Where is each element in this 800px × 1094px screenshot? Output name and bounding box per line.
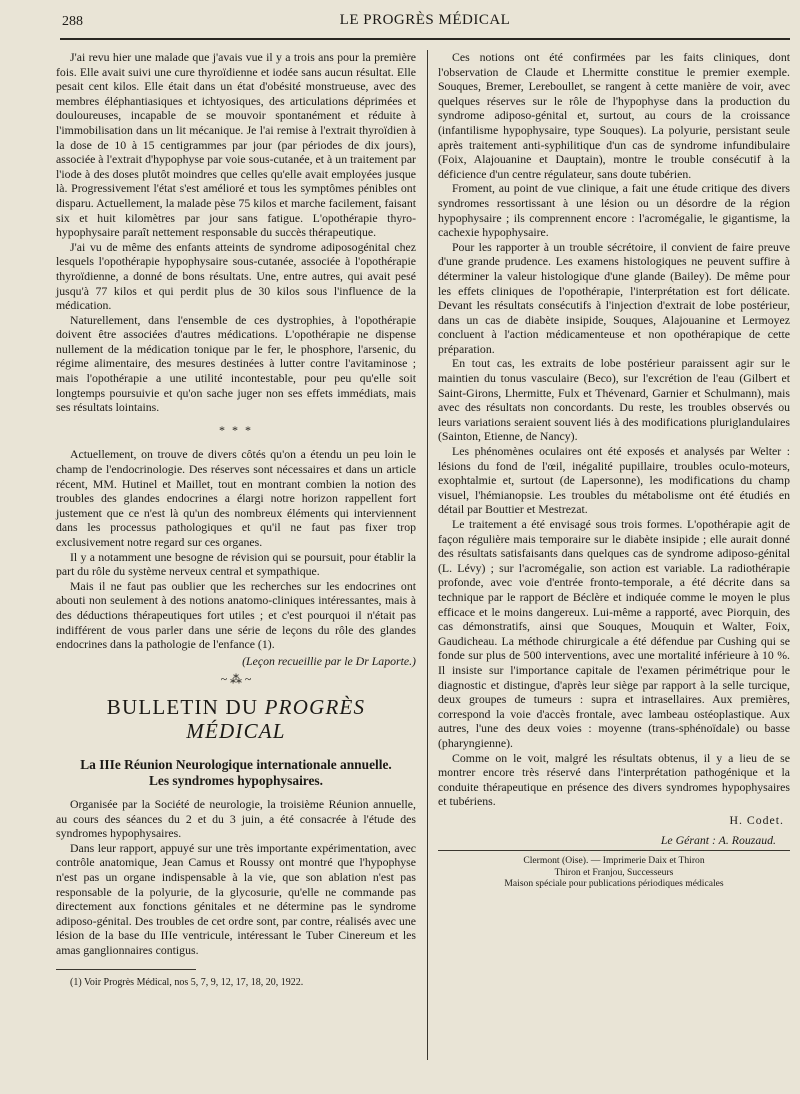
paragraph: Ces notions ont été confirmées par les faits cliniques, dont l'observation de Claude et Lhermitte constitue le premier exemple. Souques, Bremer, Lereboullet, se rangent à cette manière de voir, avec quelques réserves sur le rôle de l'hypophyse dans la production du syndrome adiposo-génital et, surtout, au cours de la croissance (infantilisme hypophysaire, type Souques). La polyurie, persistant seule après traitement anti-syphilitique d'un cas de syndrome infundibulaire (Foix, Alajouanine et Dauptain), montre le trouble consécutif à la déficience d'un centre régulateur, sans doute tubérien. (438, 50, 790, 181)
article-subtitle-line: Les syndromes hypophysaires. (149, 772, 323, 788)
gerant-line: Le Gérant : A. Rouzaud. (660, 833, 776, 848)
paragraph: Les phénomènes oculaires ont été exposés et analysés par Welter : lésions du fond de l'œil, inégalité pupillaire, troubles oculo-moteurs, exophtalmie et, surtout (de Lapersonne), les modifications du champ visuel, l'hémianopsie. Les troubles du métabolisme ont été étudiés en détail par Bouttier et Mestrezat. (438, 444, 790, 517)
imprint-line: Clermont (Oise). — Imprimerie Daix et Thiron (523, 855, 705, 867)
paragraph: J'ai vu de même des enfants atteints de syndrome adiposogénital chez lesquels l'opothérapie hypophysaire sous-cutanée, associée à l'opothérapie thyroïdienne, a donné de bons résultats. Une, entre autres, qui avait pesé jusqu'à 77 kilos et qui perdit plus de 30 kilos sous l'influence de la médication. (56, 239, 416, 313)
bulletin-title (56, 695, 416, 743)
bulletin-title-journal: PROGRÈS MÉDICAL (186, 694, 366, 743)
imprint-rule (438, 850, 790, 851)
paragraph: Actuellement, on trouve de divers côtés qu'on a étendu un peu loin le champ de l'endocrinologie. Des réserves sont nécessaires et dans un article récent, MM. Hutinel et Maillet, tout en montrant combien la notion des troubles des glandes endocrines a élargi notre horizon rappellent fort justement que ce n'est là qu'un des nombreux éléments qui interviennent dans les processus pathologiques et qu'il ne faut pas fixer trop exclusivement notre regard sur ces organes. (56, 447, 416, 549)
header-rule (60, 38, 790, 40)
article-title (56, 757, 416, 789)
author-signature: H. Codet. (729, 812, 784, 827)
footnote-rule (56, 969, 196, 970)
paragraph: Dans leur rapport, appuyé sur une très importante expérimentation, avec contrôle anatomique, Jean Camus et Roussy ont montré que l'hypophyse n'est pas un organe indispensable à la vie, que son ablation n'est pas responsable de la polyurie, de la glycosurie, qu'elle ne commande pas directement aux fonctions génitales et ne détermine pas le syndrome adiposo-génital. Des troubles de cet ordre sont, par contre, réalisés avec une lésion de la base du IIIe ventricule, intéressant le Tuber Cinereum et les amas ganglionnaires contigus. (56, 840, 416, 957)
paragraph: Froment, au point de vue clinique, a fait une étude critique des divers syndromes ressortissant à une lésion ou un désordre de la région hypophysaire ; ils comprennent encore : l'acromégalie, le gigantisme, la cachexie hypophysaire. (438, 181, 790, 240)
column-divider (427, 50, 428, 1060)
paragraph: Mais il ne faut pas oublier que les recherches sur les endocrines ont abouti non seulement à des notions anatomo-cliniques intéressantes, mais à des déductions thérapeutiques fort utiles ; et c'est pourquoi il n'était pas indifférent de vous parler dans une série de leçons du rôle des glandes endocrines dans la pathologie de l'enfance (1). (56, 578, 416, 652)
paragraph: Organisée par la Société de neurologie, la troisième Réunion annuelle, au cours des séances du 2 et du 3 juin, a été consacrée à l'étude des syndromes hypophysaires. (56, 796, 416, 841)
running-title: LE PROGRÈS MÉDICAL (339, 12, 511, 28)
right-column (438, 50, 790, 890)
bulletin-title-prefix: BULLETIN DU (106, 694, 265, 719)
article-title-line: La IIIe Réunion Neurologique internationale annuelle. (80, 756, 392, 772)
printer-imprint (438, 855, 790, 890)
page-header (60, 10, 790, 34)
paragraph: En tout cas, les extraits de lobe postérieur paraissent agir sur le maintien du tonus vasculaire (Beco), sur l'excrétion de l'eau (Gilbert et Saint-Girons, Lhermitte, Fulx et Thévenard, Garnier et Schulmann), mais avec des résultats non concordants. Du reste, les troubles observés ou leurs variations seraient souvent liés à des modifications pluriglandulaires (Sainton, Etienne, de Nancy). (438, 356, 790, 444)
imprint-line: Maison spéciale pour publications périodiques médicales (504, 878, 724, 890)
paragraph: Comme on le voit, malgré les résultats obtenus, il y a lieu de se montrer encore très réservé dans l'interprétation pathogénique et la conduite thérapeutique en présence des divers syndromes hypophysaires et tubériens. (438, 750, 790, 809)
paragraph: Il y a notamment une besogne de révision qui se poursuit, pour établir la part du rôle du système nerveux central et sympathique. (56, 549, 416, 579)
footnote: (1) Voir Progrès Médical, nos 5, 7, 9, 12, 17, 18, 20, 1922. (70, 977, 304, 989)
page-number: 288 (62, 14, 83, 29)
paragraph: J'ai revu hier une malade que j'avais vue il y a trois ans pour la première fois. Elle avait suivi une cure thyroïdienne et iodée sans aucun résultat. Elle pesait cent kilos. Elle était dans un état d'obésité monstrueuse, avec des membres éléphantiasiques et ichtyosiques, des articulations déprimées et douloureuses, incapable de se mouvoir spontanément et réduite à l'immobilisation dans un lit mécanique. Je l'ai remise à l'extrait thyroïdien à la dose de 10 à 15 centigrammes par jour (par périodes de dix jours), associée à l'extrait d'hypophyse par voie sous-cutanée, et à un traitement par l'iode à des doses plutôt moindres que celles qu'elle avait employées jusque là. Progressivement l'état s'est amélioré et tous les symptômes pénibles ont disparu. Actuellement, la malade pèse 75 kilos et marche facilement, faisant six et huit kilomètres par jour sans fatigue. L'opothérapie thyro-hypophysaire paraît nettement responsable du succès thérapeutique. (56, 50, 416, 240)
paragraph: Naturellement, dans l'ensemble de ces dystrophies, à l'opothérapie doivent être associées d'autres médications. L'opothérapie ne dispense nullement de la médication tonique par le fer, le phosphore, l'arsenic, du régime alimentaire, des mesures destinées à lutter contre l'avitaminose ; mais l'opothérapie a une utilité incontestable, pour peu qu'elle soit longtemps poursuivie et qu'on sache juger non ses effets immédiats, mais ses résultats lointains. (56, 312, 416, 415)
ornament-flourish: ~ ⁂ ~ (220, 672, 252, 687)
imprint-line: Thiron et Franjou, Successeurs (554, 866, 674, 878)
paragraph: Le traitement a été envisagé sous trois formes. L'opothérapie agit de façon régulière mais temporaire sur le diabète insipide ; elle aurait donné des résultats satisfaisants dans quelques cas de syndrome adiposo-génital (L. Lévy) ; sur l'acromégalie, son action est variable. La radiothérapie profonde, avec voie d'entrée fronto-temporale, a été décrite dans sa technique par le rapport de Béclère et indiquée comme le moyen le plus efficace et le moins dangereux. Lui-même a rapporté, avec Piorquin, des cas démonstratifs, ainsi que Souques, Mouquin et Walter, Foix, Gaudicheau. La méthode chirurgicale a été défendue par Cushing qui se fonde sur plus de 500 interventions, avec une mortalité inférieure à 10 %. Il insiste sur l'importance capitale de l'examen périmétrique pour le diagnostic et distingue, d'après leur siège par rapport à la selle turcique, deux groupes de tumeurs : supra et intrasellaires. Aux premières, correspond la voie d'accès frontale, avec lambeau ostéoplastique. Aux autres, l'une des deux voies : moyenne (trans-sphénoïdale) ou basse (pharyngienne). (438, 517, 790, 750)
paragraph: Pour les rapporter à un trouble sécrétoire, il convient de faire preuve d'une grande prudence. Les examens histologiques ne peuvent suffire à déterminer la valeur histologique d'une glande (Bailey). De même pour les effets cliniques de l'opothérapie, l'interprétation est fort délicate. Devant les résultats consécutifs à l'injection d'extrait de lobe postérieur, dans un cas de diabète insipide, Souques, Alajouanine et Lermoyez concluent à l'action médicamenteuse et non opothérapique de cette préparation. (438, 239, 790, 356)
section-separator: * * * (219, 422, 253, 437)
left-column (56, 50, 416, 989)
lecture-credit: (Leçon recueillie par le Dr Laporte.) (242, 653, 416, 668)
